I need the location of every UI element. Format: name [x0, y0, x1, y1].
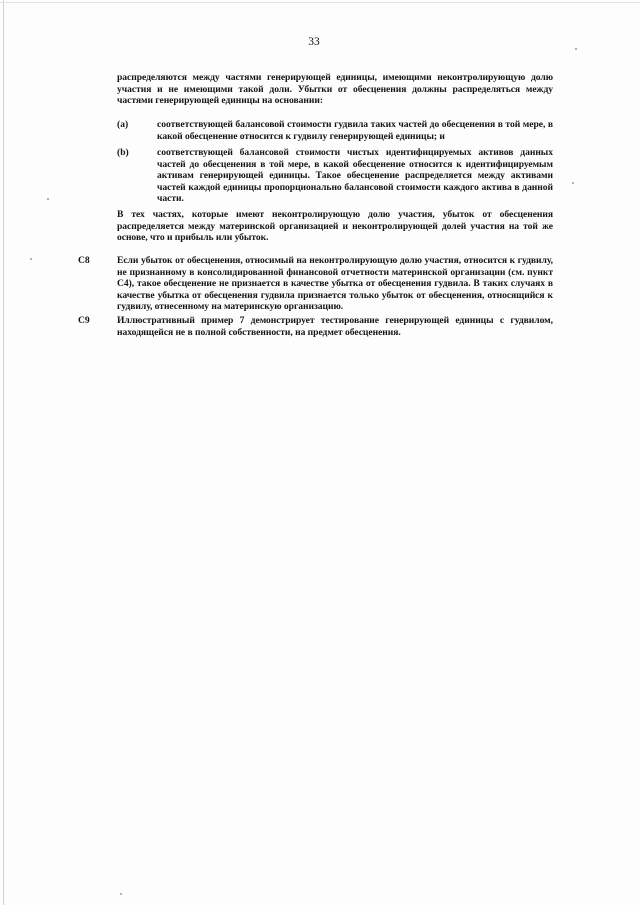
page-edge-left — [3, 0, 4, 905]
scan-speck — [120, 893, 122, 895]
list-marker-b: (b) — [117, 147, 129, 158]
scan-speck — [30, 258, 32, 260]
page-number: 33 — [308, 36, 320, 48]
section-number-c8: C8 — [78, 255, 90, 266]
list-marker-a: (a) — [117, 119, 129, 130]
scan-speck — [575, 48, 577, 50]
scan-speck — [572, 182, 574, 184]
page-edge-top — [0, 2, 640, 3]
section-number-c9: C9 — [78, 315, 90, 326]
intro-paragraph: распределяются между частями генерирующей единицы, имеющими неконтролирующую долю участия и не имеющими такой доли. Убытки от обесценения должны распределяться между частями генерирующей единицы на основании: — [117, 72, 553, 107]
section-c9-text: Иллюстративный пример 7 демонстрирует тестирование генерирующей единицы с гудвилом, находящейся не в полной собственности, на предмет обесценения. — [117, 315, 553, 338]
loss-allocation-paragraph: В тех частях, которые имеют неконтролирующую долю участия, убыток от обесценения распределяется между материнской организацией и неконтролирующей долей участия на той же основе, что и прибыль или убыток. — [117, 209, 553, 244]
list-item-a-text: соответствующей балансовой стоимости гудвила таких частей до обесценения в той мере, в какой обесценение относится к гудвилу генерирующей единицы; и — [157, 119, 553, 142]
scan-speck — [47, 198, 49, 200]
list-item-b-text: соответствующей балансовой стоимости чистых идентифицируемых активов данных частей до обесценения в той мере, в какой обесценение относится к идентифицируемым активам генерирующей единицы. Такое обесценение распределяется между активами частей каждой единицы пропорционально балансовой стоимости каждого актива в данной части. — [157, 147, 553, 205]
section-c8-text: Если убыток от обесценения, относимый на неконтролирующую долю участия, относится к гудвилу, не признанному в консолидированной финансовой отчетности материнской организации (см. пункт C4), такое обесценение не признается в качестве убытка от обесценения гудвила. В таких случаях в качестве убытка от обесценения гудвила признается только убыток от обесценения, относящийся к гудвилу, отнесенному на материнскую организацию. — [117, 255, 553, 313]
